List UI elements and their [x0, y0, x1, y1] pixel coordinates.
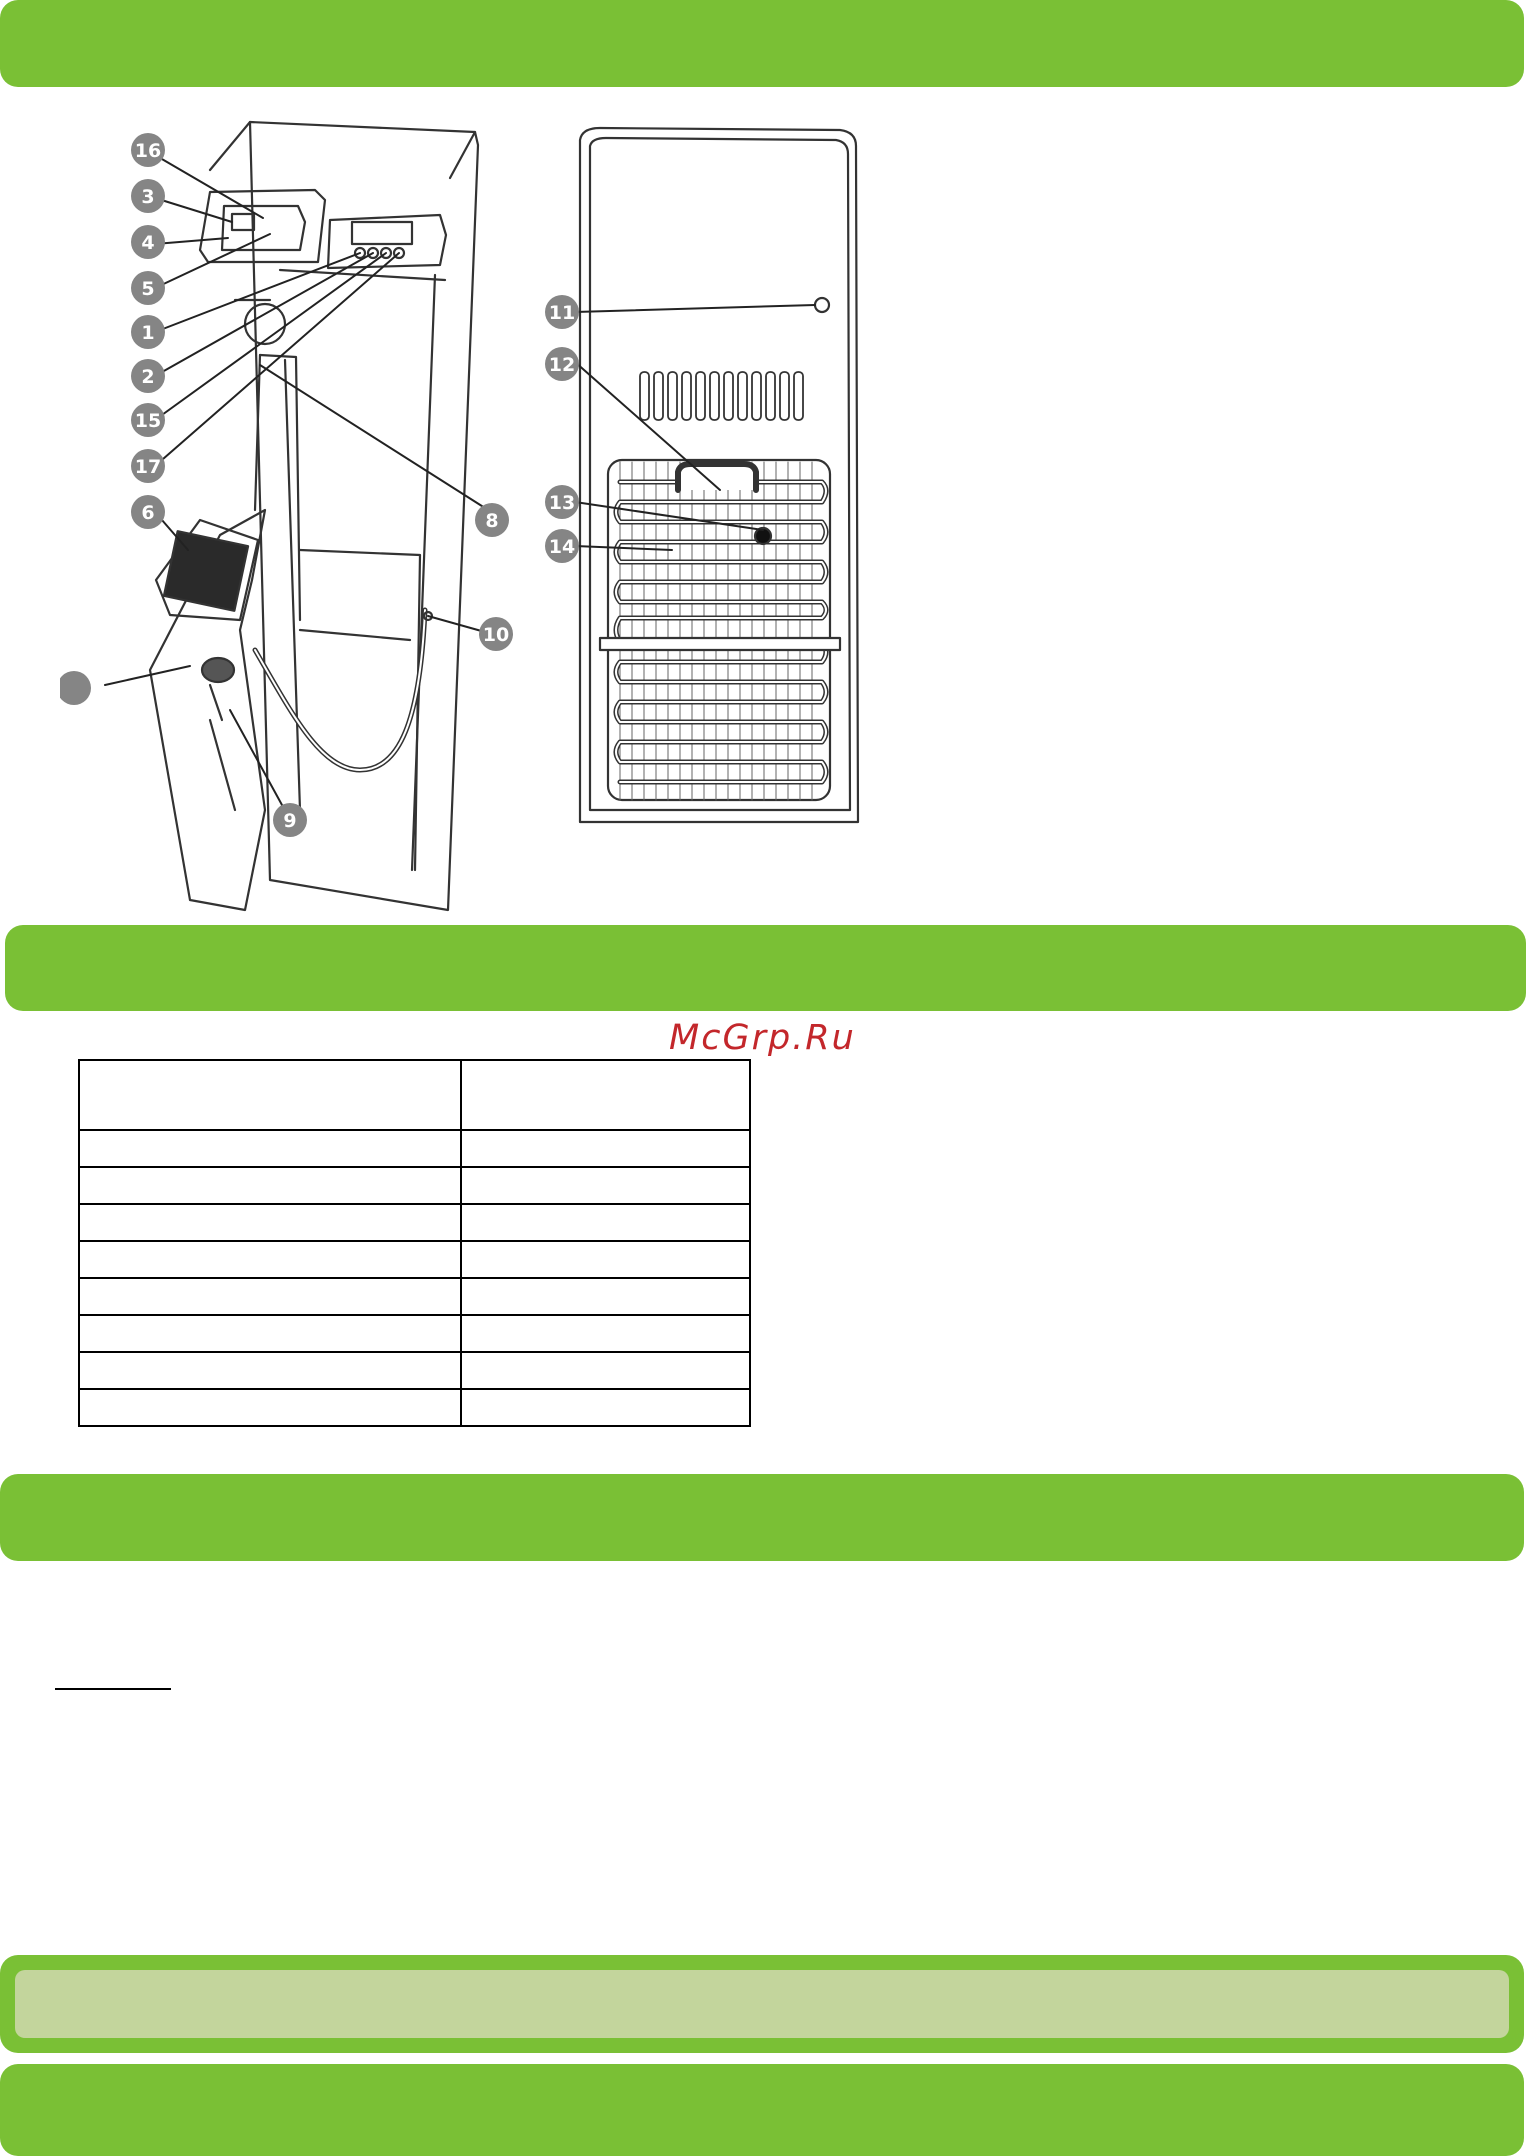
back-leaders — [575, 305, 815, 550]
section-header-bar-3 — [0, 1474, 1524, 1561]
callout-badge — [131, 403, 165, 437]
callout-badge — [273, 803, 307, 837]
callout-number: 1 — [141, 322, 155, 344]
callout-badge — [131, 271, 165, 305]
table-cell — [461, 1278, 750, 1315]
table-cell — [79, 1130, 461, 1167]
callout-number: 14 — [548, 536, 576, 558]
table-cell — [461, 1352, 750, 1389]
table-cell — [461, 1060, 750, 1130]
callout-number: 16 — [134, 140, 162, 162]
callout-badge — [545, 295, 579, 329]
table-cell — [79, 1167, 461, 1204]
table-cell — [461, 1204, 750, 1241]
specification-table — [78, 1059, 751, 1427]
table-cell — [79, 1060, 461, 1130]
callout-number: 4 — [141, 232, 155, 254]
callout-number: 5 — [141, 278, 155, 300]
callout-badge — [131, 225, 165, 259]
table-row — [79, 1130, 750, 1167]
table-row — [79, 1352, 750, 1389]
table-cell — [79, 1204, 461, 1241]
callout-badge — [475, 503, 509, 537]
table-row — [79, 1315, 750, 1352]
underline-mark — [55, 1688, 171, 1690]
table-cell — [461, 1389, 750, 1426]
callout-badge — [131, 495, 165, 529]
callout-number: 12 — [548, 354, 576, 376]
table-cell — [461, 1315, 750, 1352]
table-row — [79, 1060, 750, 1130]
table-row — [79, 1167, 750, 1204]
callout-number: 15 — [134, 410, 162, 432]
table-cell — [461, 1130, 750, 1167]
appliance-diagram — [60, 110, 880, 930]
table-row — [79, 1204, 750, 1241]
callout-number: 6 — [141, 502, 155, 524]
callout-number: 10 — [482, 624, 510, 646]
table-row — [79, 1278, 750, 1315]
callout-badge-blank — [60, 671, 91, 705]
callout-badge — [545, 347, 579, 381]
callout-badge — [479, 617, 513, 651]
callout-badges — [60, 133, 579, 837]
callout-badge — [131, 179, 165, 213]
watermark-text: McGrp.Ru — [669, 1018, 856, 1058]
callout-number: 2 — [141, 366, 155, 388]
callout-badge — [131, 449, 165, 483]
callout-number: 17 — [134, 456, 162, 478]
section-header-bar-4 — [0, 2064, 1524, 2156]
table-cell — [79, 1241, 461, 1278]
highlight-box — [0, 1955, 1524, 2053]
callout-badge — [131, 315, 165, 349]
table-row — [79, 1389, 750, 1426]
highlight-box-inner — [15, 1970, 1509, 2038]
callout-badge — [131, 133, 165, 167]
callout-number: 8 — [485, 510, 499, 532]
callout-number: 9 — [283, 810, 297, 832]
callout-badge — [131, 359, 165, 393]
back-view — [580, 128, 858, 822]
table-row — [79, 1241, 750, 1278]
callout-badge — [545, 529, 579, 563]
table-cell — [461, 1167, 750, 1204]
callout-number: 11 — [548, 302, 576, 324]
table-cell — [79, 1389, 461, 1426]
diagram-drawing — [60, 110, 880, 930]
table-cell — [79, 1352, 461, 1389]
callout-number: 3 — [141, 186, 155, 208]
table-cell — [461, 1241, 750, 1278]
section-header-bar-1 — [0, 0, 1524, 87]
table-cell — [79, 1315, 461, 1352]
section-header-bar-2 — [5, 925, 1526, 1011]
callout-number: 13 — [548, 492, 576, 514]
table-cell — [79, 1278, 461, 1315]
callout-badge — [545, 485, 579, 519]
